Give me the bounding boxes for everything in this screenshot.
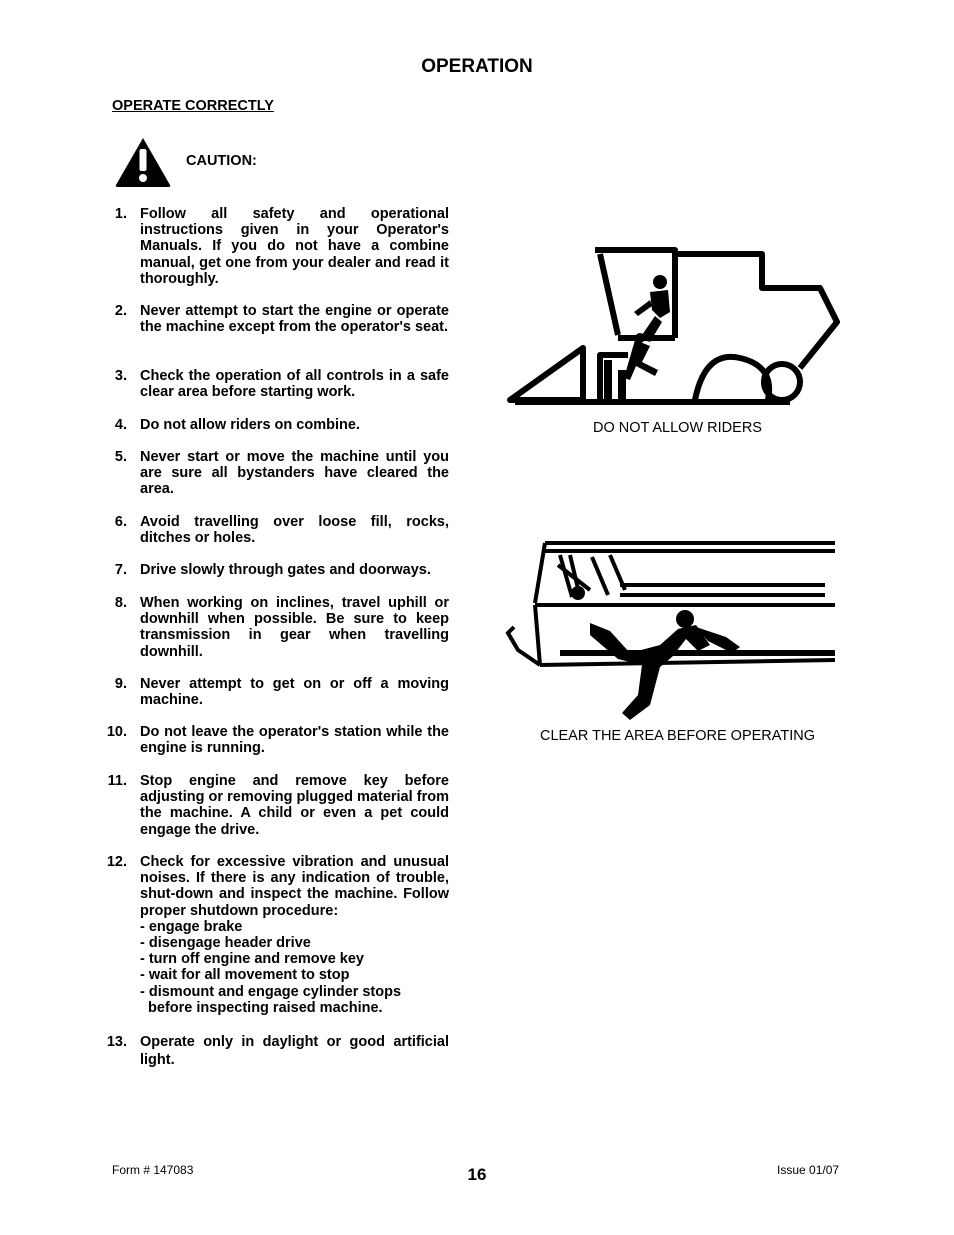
combine-rider-illustration (500, 240, 845, 410)
section-heading: OPERATE CORRECTLY (112, 98, 274, 114)
list-item: 13. Operate only in daylight or good artificial light. (106, 1034, 449, 1068)
page-number: 16 (467, 1165, 487, 1184)
form-number: Form # 147083 (112, 1163, 194, 1177)
shutdown-steps: - engage brake - disengage header drive - turn off engine and remove key - wait for all movement to stop - dismount and engage cylinder stops before inspecting raised machine. (140, 918, 402, 1016)
list-item: 9. Never attempt to get on or off a moving machine. (114, 676, 449, 709)
list-item: 2. Never attempt to start the engine or operate the machine except from the operator's seat. (114, 303, 449, 336)
list-item: 5. Never start or move the machine until you are sure all bystanders have cleared the area. (114, 449, 449, 498)
figure-caption-riders: DO NOT ALLOW RIDERS (593, 420, 762, 436)
page-title: OPERATION (421, 56, 533, 77)
caution-label: CAUTION: (186, 153, 257, 169)
list-item: 8. When working on inclines, travel uphill or downhill when possible. Be sure to keep transmission in gear when travelling downhill. (114, 595, 449, 660)
warning-triangle-icon (114, 136, 172, 188)
list-item: 6. Avoid travelling over loose fill, rocks, ditches or holes. (114, 514, 449, 547)
figure-caption-clear-area: CLEAR THE AREA BEFORE OPERATING (539, 728, 816, 744)
list-item: 3. Check the operation of all controls in a safe clear area before starting work. (114, 368, 449, 401)
list-item: 10. Do not leave the operator's station while the engine is running. (106, 724, 449, 757)
issue-date: Issue 01/07 (777, 1163, 840, 1177)
list-item: 7. Drive slowly through gates and doorways. (114, 562, 431, 578)
header-clear-area-illustration (500, 535, 845, 725)
list-item: 4. Do not allow riders on combine. (114, 417, 360, 433)
list-item: 12. Check for excessive vibration and unusual noises. If there is any indication of trouble, shut-down and inspect the machine. Follow proper shutdown procedure: - engage brake - disengage header drive - turn off engine and remove key - wait for all movement to stop - dismount and engage cylinder stops before inspecting raised machine. (106, 854, 449, 1016)
list-item: 11. Stop engine and remove key before adjusting or removing plugged material from the machine. A child or even a pet could engage the drive. (107, 773, 449, 838)
list-item: 1. Follow all safety and operational instructions given in your Operator's Manuals. If you do not have a combine manual, get one from your dealer and read it thoroughly. (114, 206, 449, 287)
